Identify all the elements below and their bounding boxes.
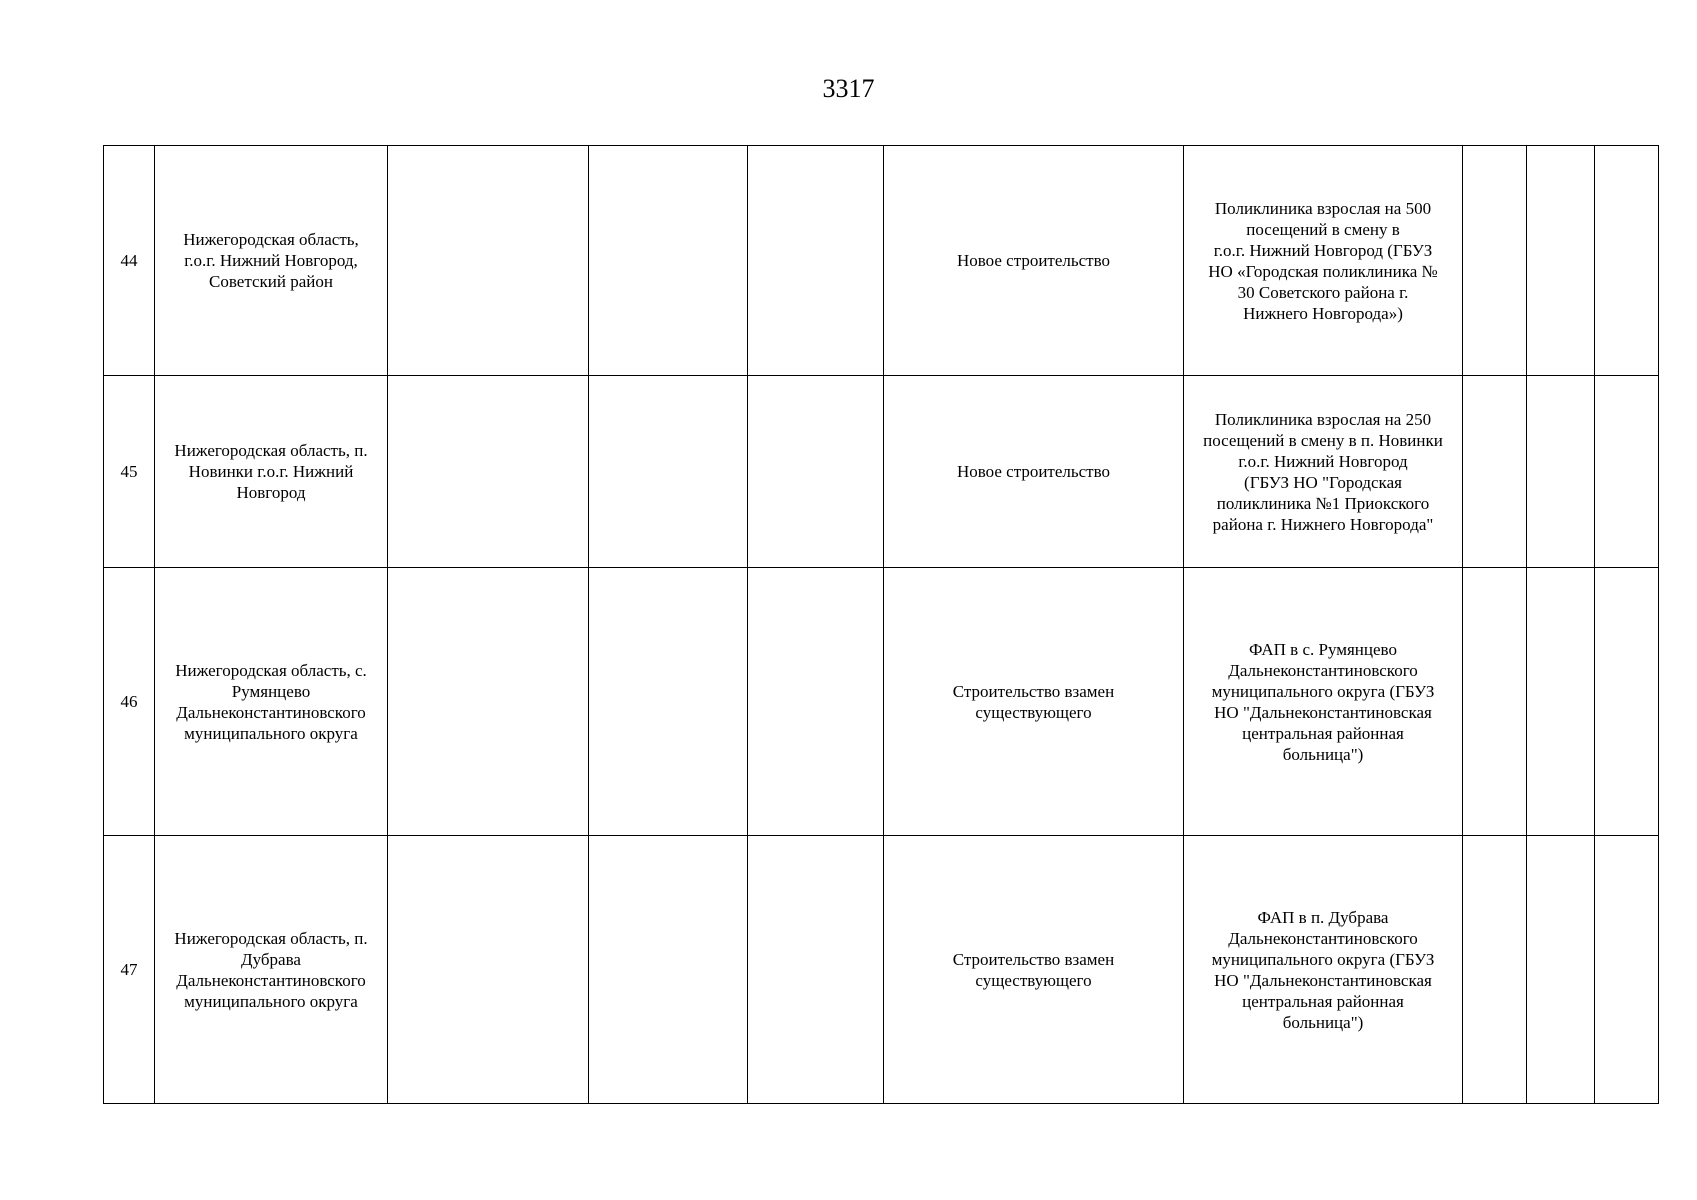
works-type-cell: Новое строительство (884, 146, 1184, 376)
empty-cell (388, 376, 589, 568)
works-type-cell: Новое строительство (884, 376, 1184, 568)
empty-cell (589, 376, 748, 568)
empty-cell (388, 836, 589, 1104)
row-number: 46 (104, 568, 155, 836)
empty-cell (589, 146, 748, 376)
empty-cell (589, 568, 748, 836)
empty-cell (1527, 568, 1595, 836)
location-cell: Нижегородская область, п. Новинки г.о.г. Нижний Новгород (155, 376, 388, 568)
empty-cell (748, 836, 884, 1104)
row-number: 47 (104, 836, 155, 1104)
table-row (104, 146, 1659, 376)
empty-cell (1527, 146, 1595, 376)
row-number: 45 (104, 376, 155, 568)
empty-cell (748, 146, 884, 376)
empty-cell (388, 146, 589, 376)
works-type-cell: Строительство взамен существующего (884, 836, 1184, 1104)
works-type-cell: Строительство взамен существующего (884, 568, 1184, 836)
empty-cell (589, 836, 748, 1104)
object-name-cell: ФАП в п. Дубрава Дальнеконстантиновского муниципального округа (ГБУЗ НО "Дальнеконстантиновская центральная районная больница") (1184, 836, 1463, 1104)
object-name-cell: ФАП в с. Румянцево Дальнеконстантиновского муниципального округа (ГБУЗ НО "Дальнеконстантиновская центральная районная больница") (1184, 568, 1463, 836)
page-number: 3317 (822, 74, 875, 103)
empty-cell (1595, 568, 1659, 836)
empty-cell (1463, 146, 1527, 376)
location-cell: Нижегородская область, с. Румянцево Дальнеконстантиновского муниципального округа (155, 568, 388, 836)
empty-cell (1595, 376, 1659, 568)
empty-cell (1463, 376, 1527, 568)
object-name-cell: Поликлиника взрослая на 250 посещений в смену в п. Новинки г.о.г. Нижний Новгород (ГБУЗ НО "Городская поликлиника №1 Приокского района г. Нижнего Новгорода" (1184, 376, 1463, 568)
table-row (104, 836, 1659, 1104)
empty-cell (388, 568, 589, 836)
empty-cell (1463, 568, 1527, 836)
empty-cell (748, 568, 884, 836)
empty-cell (1527, 836, 1595, 1104)
row-number: 44 (104, 146, 155, 376)
empty-cell (1595, 836, 1659, 1104)
location-cell: Нижегородская область, п. Дубрава Дальнеконстантиновского муниципального округа (155, 836, 388, 1104)
table-row (104, 568, 1659, 836)
location-cell: Нижегородская область, г.о.г. Нижний Новгород, Советский район (155, 146, 388, 376)
empty-cell (1527, 376, 1595, 568)
empty-cell (1463, 836, 1527, 1104)
object-name-cell: Поликлиника взрослая на 500 посещений в смену в г.о.г. Нижний Новгород (ГБУЗ НО «Городская поликлиника № 30 Советского района г. Нижнего Новгорода») (1184, 146, 1463, 376)
table-row (104, 376, 1659, 568)
empty-cell (1595, 146, 1659, 376)
empty-cell (748, 376, 884, 568)
register-table (103, 145, 1659, 1104)
